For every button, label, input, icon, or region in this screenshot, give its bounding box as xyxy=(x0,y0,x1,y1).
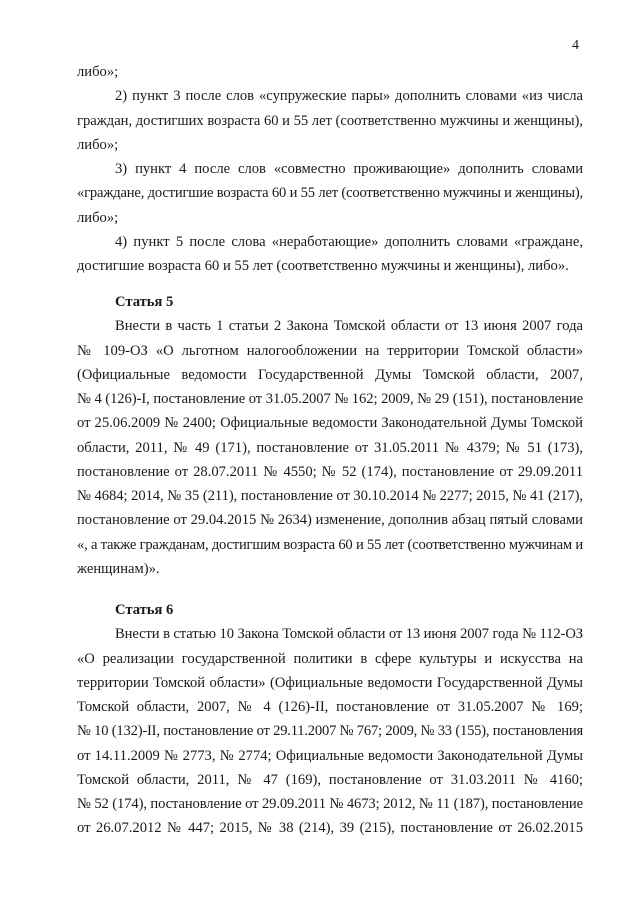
text-line: 4) пункт 5 после слова «неработающие» дополнить словами «граждане, xyxy=(115,233,583,250)
text-line: территории Томской области» (Официальные ведомости Государственной Думы xyxy=(77,674,583,691)
article-5 xyxy=(77,290,583,581)
text-line: области, 2011, № 49 (171), постановление от 31.05.2011 № 4379; № 51 (173), xyxy=(77,439,583,456)
text-line: № 4684; 2014, № 35 (211), постановление от 30.10.2014 № 2277; 2015, № 41 (217), xyxy=(77,488,584,504)
article-6 xyxy=(77,598,583,841)
text-line: женщинам)». xyxy=(77,560,160,577)
text-line: достигшие возраста 60 и 55 лет (соответственно мужчины и женщины), либо». xyxy=(77,258,569,274)
text-line: № 10 (132)-II, постановление от 29.11.2007 № 767; 2009, № 33 (155), постановления xyxy=(77,723,583,740)
article-heading: Статья 6 xyxy=(115,602,174,618)
text-line: от 25.06.2009 № 2400; Официальные ведомости Законодательной Думы Томской xyxy=(77,415,583,432)
text-line: «граждане, достигшие возраста 60 и 55 лет (соответственно мужчины и женщины), xyxy=(77,185,583,202)
text-line: № 109-ОЗ «О льготном налогообложении на территории Томской области» xyxy=(77,342,583,359)
text-line: (Официальные ведомости Государственной Думы Томской области, 2007, xyxy=(77,366,583,383)
text-line: граждан, достигших возраста 60 и 55 лет (соответственно мужчины и женщины), xyxy=(77,112,583,129)
text-line: «О реализации государственной политики в сфере культуры и искусства на xyxy=(77,650,583,667)
text-line: 2) пункт 3 после слов «супружеские пары» дополнить словами «из числа xyxy=(115,88,583,105)
text-line: от 26.07.2012 № 447; 2015, № 38 (214), 39 (215), постановление от 26.02.2015 xyxy=(77,820,583,837)
text-line: либо»; xyxy=(77,136,119,153)
page-number: 4 xyxy=(572,38,579,53)
text-line: № 4 (126)-I, постановление от 31.05.2007 № 162; 2009, № 29 (151), постановление xyxy=(77,391,583,407)
text-line: Внести в статью 10 Закона Томской области от 13 июня 2007 года № 112-ОЗ xyxy=(115,626,583,643)
text-line: Томской области, 2011, № 47 (169), постановление от 31.03.2011 № 4160; xyxy=(77,771,583,788)
text-line: 3) пункт 4 после слов «совместно проживающие» дополнить словами xyxy=(115,161,583,177)
text-line: либо»; xyxy=(77,64,119,80)
text-line: либо»; xyxy=(77,209,119,226)
text-line: № 52 (174), постановление от 29.09.2011 № 4673; 2012, № 11 (187), постановление xyxy=(77,796,583,812)
text-line: от 14.11.2009 № 2773, № 2774; Официальные ведомости Законодательной Думы xyxy=(77,747,583,764)
text-line: постановление от 29.04.2015 № 2634) изменение, дополнив абзац пятый словами xyxy=(77,512,583,529)
text-line: Томской области, 2007, № 4 (126)-II, постановление от 31.05.2007 № 169; xyxy=(77,699,583,715)
text-line: «, а также гражданам, достигшим возраста 60 и 55 лет (соответственно мужчинам и xyxy=(77,536,583,553)
text-line: Внести в часть 1 статьи 2 Закона Томской области от 13 июня 2007 года xyxy=(115,318,583,335)
article-heading: Статья 5 xyxy=(115,294,174,310)
list-items-block xyxy=(77,60,583,278)
text-line: постановление от 28.07.2011 № 4550; № 52 (174), постановление от 29.09.2011 xyxy=(77,463,583,480)
